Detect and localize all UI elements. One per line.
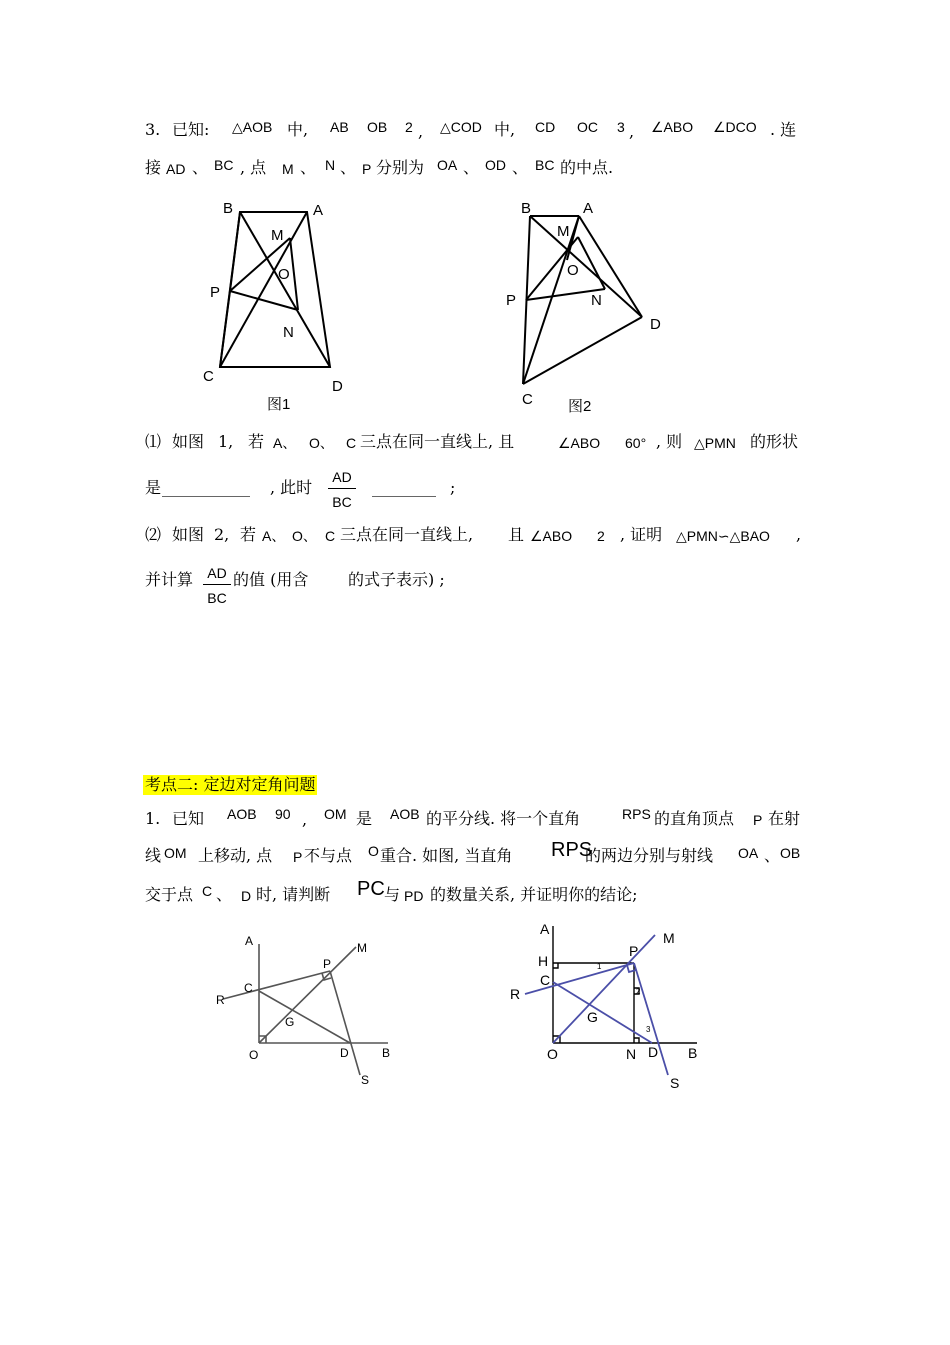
text: , (418, 122, 424, 141)
figure-1-caption: 图1 (267, 396, 291, 413)
text: 2, (214, 525, 230, 544)
text: 三点在同一直线上, 且 (360, 432, 515, 451)
label-p: P (506, 292, 517, 309)
text: 分别为 (376, 158, 425, 177)
text: 并计算 (145, 570, 194, 589)
text: 若 (240, 525, 257, 544)
label-a: A (245, 934, 254, 948)
label-m: M (663, 930, 675, 946)
label-p: P (323, 957, 332, 971)
value-60: 60° (625, 435, 647, 451)
text: 、 (192, 158, 209, 177)
triangle-aob: △AOB (232, 119, 273, 135)
label-c: C (522, 391, 533, 408)
text: . 连 (770, 120, 797, 139)
angle-dco: ∠DCO (713, 119, 757, 135)
denominator: BC (332, 494, 352, 510)
label-m: M (357, 941, 367, 955)
seg-bc: BC (214, 157, 234, 173)
angle-2: 2 (636, 987, 641, 996)
text: 中, (494, 120, 516, 139)
label-p: P (629, 943, 639, 959)
text: , (302, 810, 308, 829)
text: 与 (384, 885, 401, 904)
seg-oa: OA (437, 157, 458, 173)
seg-oc: OC (577, 119, 598, 135)
angle-rps: RPS (622, 806, 651, 822)
problem-number: 1. (145, 809, 161, 828)
text: , 点 (240, 158, 267, 177)
section-heading: 考点二: 定边对定角问题 (145, 775, 316, 794)
label-n: N (591, 292, 602, 309)
angle-1: 1 (597, 962, 602, 971)
label-a: A (313, 202, 324, 219)
figure-2 (495, 195, 675, 415)
angle-abo: ∠ABO (530, 528, 573, 544)
problem-number: 3. (145, 120, 161, 139)
ray-om: OM (164, 845, 187, 861)
text: 且 (508, 525, 525, 544)
label-d: D (340, 1046, 349, 1060)
value-3: 3 (617, 119, 625, 135)
point-o: O (368, 843, 379, 859)
text: 是 (145, 478, 162, 497)
question-number: ⑴ (145, 432, 162, 451)
label-b: B (521, 200, 532, 217)
label-n: N (283, 324, 294, 341)
angle-abo: ∠ABO (651, 119, 694, 135)
label-b: B (382, 1046, 391, 1060)
label-n: N (626, 1046, 637, 1062)
text: 的值 (用含 (233, 570, 309, 589)
label-g: G (285, 1015, 295, 1029)
text: , (796, 525, 802, 544)
text: 、 (764, 846, 781, 865)
triangle-cod: △COD (440, 119, 482, 135)
figure-1 (195, 195, 365, 415)
angle-aob: AOB (227, 806, 257, 822)
text: 若 (248, 432, 265, 451)
similar-triangles: △PMN∽△BAO (676, 528, 770, 544)
text: 接 (145, 158, 162, 177)
figure-2-caption: 图2 (568, 398, 592, 415)
fraction-ad-bc (328, 469, 356, 510)
seg-bc: BC (535, 157, 555, 173)
label-c: C (540, 972, 551, 988)
label-d: D (332, 378, 343, 395)
label-o: O (278, 266, 290, 283)
seg-ad: AD (166, 161, 186, 177)
text: 上移动, 点 (198, 846, 273, 865)
label-c: C (244, 981, 253, 995)
angle-aob: AOB (390, 806, 420, 822)
label-m: M (557, 223, 570, 240)
point-c: C (202, 883, 213, 899)
text: 是 (356, 809, 373, 828)
text: , 此时 (270, 478, 313, 497)
question-number: ⑵ (145, 525, 162, 544)
text: 的形状 (750, 432, 799, 451)
figure-4 (505, 918, 710, 1096)
point-m: M (282, 161, 294, 177)
point-p: P (293, 849, 303, 865)
point-a: A、 (262, 528, 286, 544)
label-s: S (670, 1075, 680, 1091)
point-o: O、 (292, 528, 317, 544)
label-s: S (361, 1073, 370, 1087)
seg-cd: CD (535, 119, 556, 135)
text: 、 (340, 158, 357, 177)
point-p: P (753, 812, 763, 828)
fraction-ad-bc (203, 565, 231, 606)
text: 1, (218, 432, 234, 451)
triangle-pmn: △PMN (694, 435, 736, 451)
known-label: 已知: (172, 120, 210, 139)
angle-abo: ∠ABO (558, 435, 601, 451)
text: 重合. 如图, 当直角 (380, 846, 513, 865)
text: ; (450, 478, 456, 497)
label-b: B (688, 1045, 698, 1061)
text: , 则 (656, 432, 683, 451)
point-c: C (325, 528, 336, 544)
point-p: P (362, 161, 372, 177)
label-d: D (648, 1044, 659, 1060)
label-r: R (510, 986, 521, 1002)
figure-3 (210, 930, 410, 1090)
segment-pd: PD (404, 888, 424, 904)
ray-oa: OA (738, 845, 759, 861)
point-a: A、 (273, 435, 297, 451)
ray-om: OM (324, 806, 347, 822)
text: 三点在同一直线上, (340, 525, 474, 544)
label-h: H (538, 953, 549, 969)
text: 如图 (172, 525, 205, 544)
text: 、 (512, 158, 529, 177)
label-o: O (249, 1048, 259, 1062)
text: 、 (463, 158, 480, 177)
value-2: 2 (405, 119, 413, 135)
numerator: AD (328, 469, 356, 489)
label-o: O (547, 1046, 558, 1062)
ray-ob: OB (780, 845, 801, 861)
answer-blank-1[interactable]: ___________ (162, 478, 250, 497)
text: 已知 (172, 809, 205, 828)
seg-ab: AB (330, 119, 349, 135)
numerator: AD (203, 565, 231, 585)
segment-pc-large: PC (357, 878, 385, 900)
label-r: R (216, 993, 225, 1007)
text: 的平分线. 将一个直角 (426, 809, 581, 828)
text: 不与点 (304, 846, 353, 865)
point-o: O、 (309, 435, 334, 451)
point-n: N (325, 157, 336, 173)
text: 在射 (768, 809, 801, 828)
text: 的数量关系, 并证明你的结论; (430, 885, 638, 904)
angle-3: 3 (646, 1025, 651, 1034)
text: 的式子表示) ; (348, 570, 445, 589)
seg-ob: OB (367, 119, 388, 135)
answer-blank-2[interactable]: ________ (372, 478, 436, 497)
label-c: C (203, 368, 214, 385)
label-g: G (587, 1009, 598, 1025)
text: 、 (300, 158, 317, 177)
label-b: B (223, 200, 234, 217)
text: 交于点 (145, 885, 194, 904)
label-d: D (650, 316, 661, 333)
text: 时, 请判断 (256, 885, 331, 904)
text: 的中点. (560, 158, 614, 177)
label-m: M (271, 227, 284, 244)
value-2: 2 (597, 528, 605, 544)
point-d: D (241, 888, 252, 904)
label-o: O (567, 262, 579, 279)
text: 线 (145, 846, 162, 865)
text: 的直角顶点 (654, 809, 735, 828)
denominator: BC (207, 590, 227, 606)
angle-rps-large: RPS (551, 839, 593, 861)
text: 如图 (172, 432, 205, 451)
text: , 证明 (620, 525, 663, 544)
seg-od: OD (485, 157, 506, 173)
text: 中, (287, 120, 309, 139)
text: 、 (216, 885, 233, 904)
text: 的两边分别与射线 (585, 846, 714, 865)
point-c: C (346, 435, 357, 451)
label-a: A (583, 200, 594, 217)
value-90: 90 (275, 806, 291, 822)
label-a: A (540, 921, 550, 937)
label-p: P (210, 284, 221, 301)
text: , (629, 122, 635, 141)
